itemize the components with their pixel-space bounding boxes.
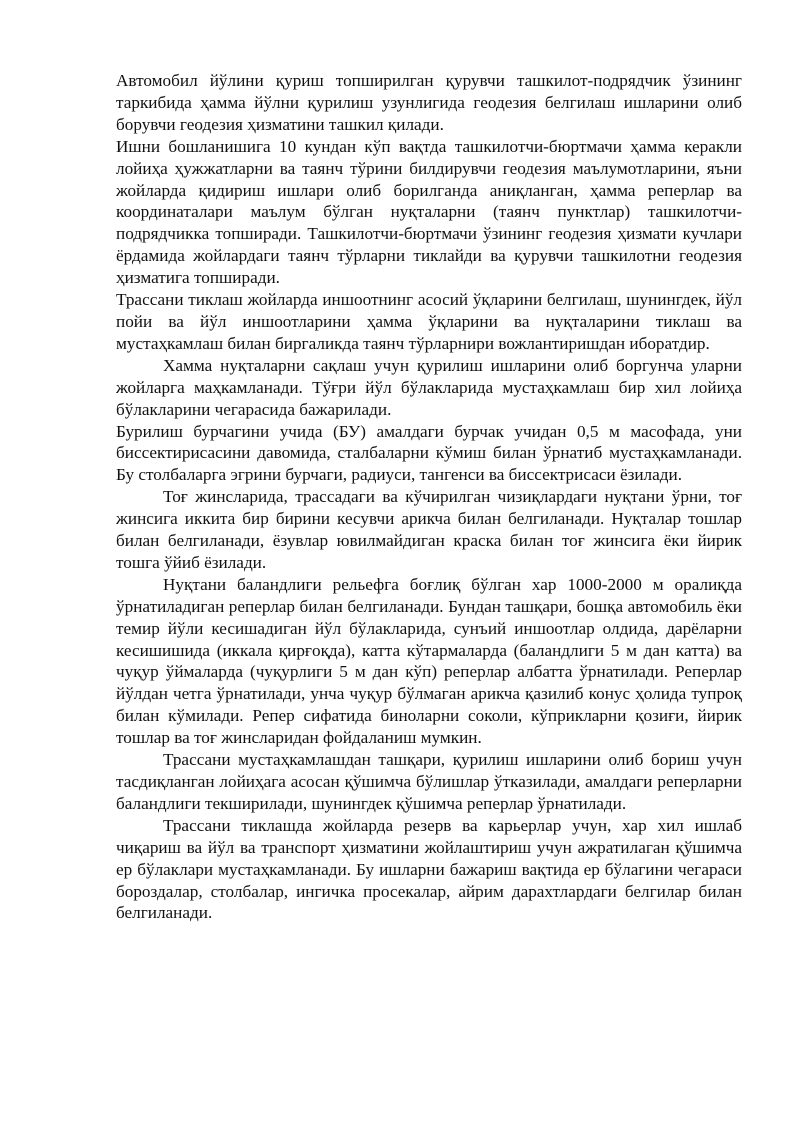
paragraph-1: Автомобил йўлини қуриш топширилган қурувчи ташкилот-подрядчик ўзининг таркибида ҳамма йўлни қурилиш узунлигида геодезия белгилаш ишларини олиб борувчи геодезия ҳизматини ташкил қилади. — [116, 71, 742, 134]
paragraph-5: Бурилиш бурчагини учида (БУ) амалдаги бурчак учидан 0,5 м масофада, уни биссектирисасини давомида, сталбаларни кўмиш билан ўрнатиб мустаҳкамланади. Бу столбаларга эгрини бурчаги, радиуси, тангенси ва биссектрисаси ёзилади. — [116, 421, 742, 485]
paragraph-6: Тоғ жинсларида, трассадаги ва кўчирилган чизиқлардаги нуқтани ўрни, тоғ жинсига иккита бир бирини кесувчи арикча билан белгиланади. Нуқталар тошлар билан белгиланади, ёзувлар ювилмайдиган краска билан тоғ жинсига ёки йирик тошга ўйиб ёзилади. — [116, 487, 742, 572]
paragraph-3: Трассани тиклаш жойларда иншоотнинг асосий ўқларини белгилаш, шунингдек, йўл пойи ва йўл иншоотларини ҳамма ўқларини ва нуқталарини тиклаш ва мустаҳкамлаш билан биргаликда таянч тўрларнири вожлантиришдан иборатдир. — [116, 290, 742, 353]
paragraph-9: Трассани тиклашда жойларда резерв ва карьерлар учун, хар хил ишлаб чиқариш ва йўл ва транспорт ҳизматини жойлаштириш учун ажратилаган қўшимча ер бўлаклари мустаҳкамланади. Бу ишларни бажариш вақтида ер бўлагини чегараси бороздалар, столбалар, ингичка просекалар, айрим дарахтлардаги белгилар билан белгиланади. — [116, 815, 742, 923]
paragraph-7: Нуқтани баландлиги рельефга боғлиқ бўлган хар 1000-2000 м оралиқда ўрнатиладиган реперлар билан белгиланади. Бундан ташқари, бошқа автомобиль ёки темир йўли кесишадиган йўл бўлакларида, сунъий иншоотлар олдида, дарёларни кесишишида (иккала қирғоқда), катта кўтармаларда (баландлиги 5 м дан катта) ва чуқур ўймаларда (чуқурлиги 5 м дан кўп) реперлар албатта ўрнатилади. Реперлар йўлдан четга ўрнатилади, унча чуқур бўлмаган арикча қазилиб конус ҳолида тупроқ билан кўмилади. Репер сифатида биноларни соколи, кўприкларни қозиғи, йирик тошлар ва тоғ жинсларидан фойдаланиш мумкин. — [116, 574, 742, 748]
document-page — [116, 70, 742, 924]
paragraph-2: Ишни бошланишига 10 кундан кўп вақтда ташкилотчи-бюртмачи ҳамма керакли лойиҳа ҳужжатларни ва таянч тўрини билдирувчи геодезия маълумотларини, яъни жойларда қидириш ишлари олиб борилганда аниқланган, ҳамма реперлар ва координаталари маълум бўлган нуқталарни (таянч пунктлар) ташкилотчи-подрядчикка топширади. Ташкилотчи-бюртмачи ўзининг геодезия ҳизмати кучлари ёрдамида жойлардаги таянч тўрларни тиклайди ва қурувчи ташкилотни геодезия ҳизматига топширади. — [116, 136, 742, 288]
paragraph-4: Хамма нуқталарни сақлаш учун қурилиш ишларини олиб боргунча уларни жойларга маҳкамланади. Тўғри йўл бўлакларида мустаҳкамлаш бир хил лойиҳа бўлакларини чегарасида бажарилади. — [116, 355, 742, 419]
paragraph-8: Трассани мустаҳкамлашдан ташқари, қурилиш ишларини олиб бориш учун тасдиқланган лойиҳага асосан қўшимча бўлишлар ўтказилади, амалдаги реперларни баландлиги текширилади, шунингдек қўшимча реперлар ўрнатилади. — [116, 750, 742, 813]
